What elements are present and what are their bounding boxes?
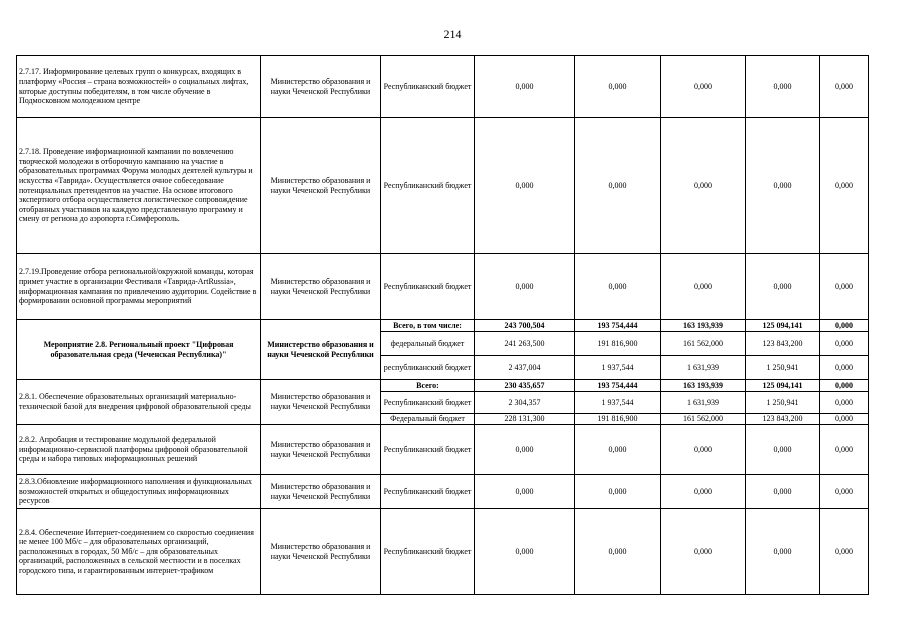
value-cell: 0,000 <box>661 118 746 254</box>
value-cell: 125 094,141 <box>746 320 820 332</box>
value-cell: 0,000 <box>746 509 820 595</box>
value-cell: 0,000 <box>475 56 575 118</box>
value-cell: 0,000 <box>820 475 869 509</box>
value-cell: 0,000 <box>746 475 820 509</box>
value-cell: 0,000 <box>746 425 820 475</box>
value-cell: 0,000 <box>575 56 661 118</box>
executor-cell: Министерство образования и науки Чеченской Республики <box>261 509 381 595</box>
value-cell: 0,000 <box>746 56 820 118</box>
value-cell: 0,000 <box>820 118 869 254</box>
value-cell: 0,000 <box>820 332 869 356</box>
budget-table <box>16 55 869 595</box>
funding-source: Всего: <box>381 380 475 392</box>
funding-source: Республиканский бюджет <box>381 56 475 118</box>
value-cell: 0,000 <box>820 254 869 320</box>
executor-cell: Министерство образования и науки Чеченской Республики <box>261 380 381 425</box>
funding-source: республиканский бюджет <box>381 356 475 380</box>
activity-description: 2.7.19.Проведение отбора региональной/окружной команды, которая примет участие в организации Фестиваля «Таврида-ArtRussia», информационная кампания по привлечению аудитории. Содействие в формировании основной программы мероприятий <box>17 254 261 320</box>
activity-description: 2.7.18. Проведение информационной кампании по вовлечению творческой молодежи в отборочную кампанию на участие в образовательных программах Форума молодых деятелей культуры и искусства «Таврида». Осуществляется очное собеседование потенциальных претендентов на участие. На основе итогового экспертного отбора осуществляется логистическое сопровождение отобранных участников на каждую представленную программу и смену от региона до аэропорта г.Симферополь. <box>17 118 261 254</box>
value-cell: 0,000 <box>661 254 746 320</box>
value-cell: 163 193,939 <box>661 320 746 332</box>
value-cell: 1 631,939 <box>661 356 746 380</box>
value-cell: 161 562,000 <box>661 414 746 425</box>
funding-source: Всего, в том числе: <box>381 320 475 332</box>
value-cell: 1 937,544 <box>575 392 661 414</box>
value-cell: 193 754,444 <box>575 320 661 332</box>
value-cell: 0,000 <box>475 254 575 320</box>
executor-cell: Министерство образования и науки Чеченской Республики <box>261 254 381 320</box>
value-cell: 2 304,357 <box>475 392 575 414</box>
funding-source: федеральный бюджет <box>381 332 475 356</box>
value-cell: 0,000 <box>820 392 869 414</box>
table-row <box>17 320 869 332</box>
value-cell: 0,000 <box>575 425 661 475</box>
value-cell: 0,000 <box>661 425 746 475</box>
value-cell: 0,000 <box>820 509 869 595</box>
executor-cell: Министерство образования и науки Чеченской Республики <box>261 320 381 380</box>
table-row <box>17 475 869 509</box>
table-row <box>17 56 869 118</box>
value-cell: 243 700,504 <box>475 320 575 332</box>
executor-cell: Министерство образования и науки Чеченской Республики <box>261 475 381 509</box>
value-cell: 125 094,141 <box>746 380 820 392</box>
value-cell: 0,000 <box>575 254 661 320</box>
value-cell: 0,000 <box>746 118 820 254</box>
activity-description: 2.8.2. Апробация и тестирование модульной федеральной информационно-сервисной платформы цифровой образовательной среды и набора типовых информационных решений <box>17 425 261 475</box>
value-cell: 0,000 <box>820 56 869 118</box>
value-cell: 0,000 <box>475 509 575 595</box>
activity-description: 2.8.1. Обеспечение образовательных организаций материально-технической базой для внедрения цифровой образовательной среды <box>17 380 261 425</box>
value-cell: 0,000 <box>475 118 575 254</box>
value-cell: 191 816,900 <box>575 332 661 356</box>
value-cell: 123 843,200 <box>746 332 820 356</box>
value-cell: 0,000 <box>575 509 661 595</box>
activity-description: 2.8.3.Обновление информационного наполнения и функциональных возможностей открытых и общедоступных информационных ресурсов <box>17 475 261 509</box>
funding-source: Республиканский бюджет <box>381 425 475 475</box>
value-cell: 0,000 <box>820 414 869 425</box>
value-cell: 230 435,657 <box>475 380 575 392</box>
table-row <box>17 380 869 392</box>
value-cell: 0,000 <box>661 56 746 118</box>
value-cell: 0,000 <box>475 425 575 475</box>
value-cell: 1 631,939 <box>661 392 746 414</box>
value-cell: 2 437,004 <box>475 356 575 380</box>
value-cell: 0,000 <box>661 475 746 509</box>
value-cell: 228 131,300 <box>475 414 575 425</box>
page-number: 214 <box>443 27 462 41</box>
value-cell: 163 193,939 <box>661 380 746 392</box>
value-cell: 193 754,444 <box>575 380 661 392</box>
value-cell: 1 937,544 <box>575 356 661 380</box>
table-row <box>17 425 869 475</box>
value-cell: 0,000 <box>661 509 746 595</box>
value-cell: 241 263,500 <box>475 332 575 356</box>
value-cell: 191 816,900 <box>575 414 661 425</box>
value-cell: 0,000 <box>820 320 869 332</box>
funding-source: Республиканский бюджет <box>381 509 475 595</box>
value-cell: 123 843,200 <box>746 414 820 425</box>
value-cell: 1 250,941 <box>746 392 820 414</box>
activity-description: 2.8.4. Обеспечение Интернет-соединением со скоростью соединения не менее 100 Мб/с – для образовательных организаций, расположенных в городах, 50 Мб/с – для образовательных организаций, расположенных в сельской местности и в поселках городского типа, и гарантированным интернет-трафиком <box>17 509 261 595</box>
funding-source: Республиканский бюджет <box>381 475 475 509</box>
value-cell: 0,000 <box>746 254 820 320</box>
event-title: Мероприятие 2.8. Региональный проект "Цифровая образовательная среда (Чеченская Республика)" <box>17 320 261 380</box>
table-row <box>17 254 869 320</box>
funding-source: Республиканский бюджет <box>381 392 475 414</box>
funding-source: Республиканский бюджет <box>381 254 475 320</box>
executor-cell: Министерство образования и науки Чеченской Республики <box>261 118 381 254</box>
table-row <box>17 509 869 595</box>
funding-source: Республиканский бюджет <box>381 118 475 254</box>
value-cell: 161 562,000 <box>661 332 746 356</box>
executor-cell: Министерство образования и науки Чеченской Республики <box>261 425 381 475</box>
table-row <box>17 118 869 254</box>
value-cell: 0,000 <box>820 380 869 392</box>
funding-source: Федеральный бюджет <box>381 414 475 425</box>
value-cell: 1 250,941 <box>746 356 820 380</box>
value-cell: 0,000 <box>575 475 661 509</box>
activity-description: 2.7.17. Информирование целевых групп о конкурсах, входящих в платформу «Россия – страна возможностей» о социальных лифтах, которые доступны победителям, в том числе обучение в Подмосковном молодежном центре <box>17 56 261 118</box>
value-cell: 0,000 <box>820 425 869 475</box>
value-cell: 0,000 <box>475 475 575 509</box>
executor-cell: Министерство образования и науки Чеченской Республики <box>261 56 381 118</box>
value-cell: 0,000 <box>820 356 869 380</box>
value-cell: 0,000 <box>575 118 661 254</box>
